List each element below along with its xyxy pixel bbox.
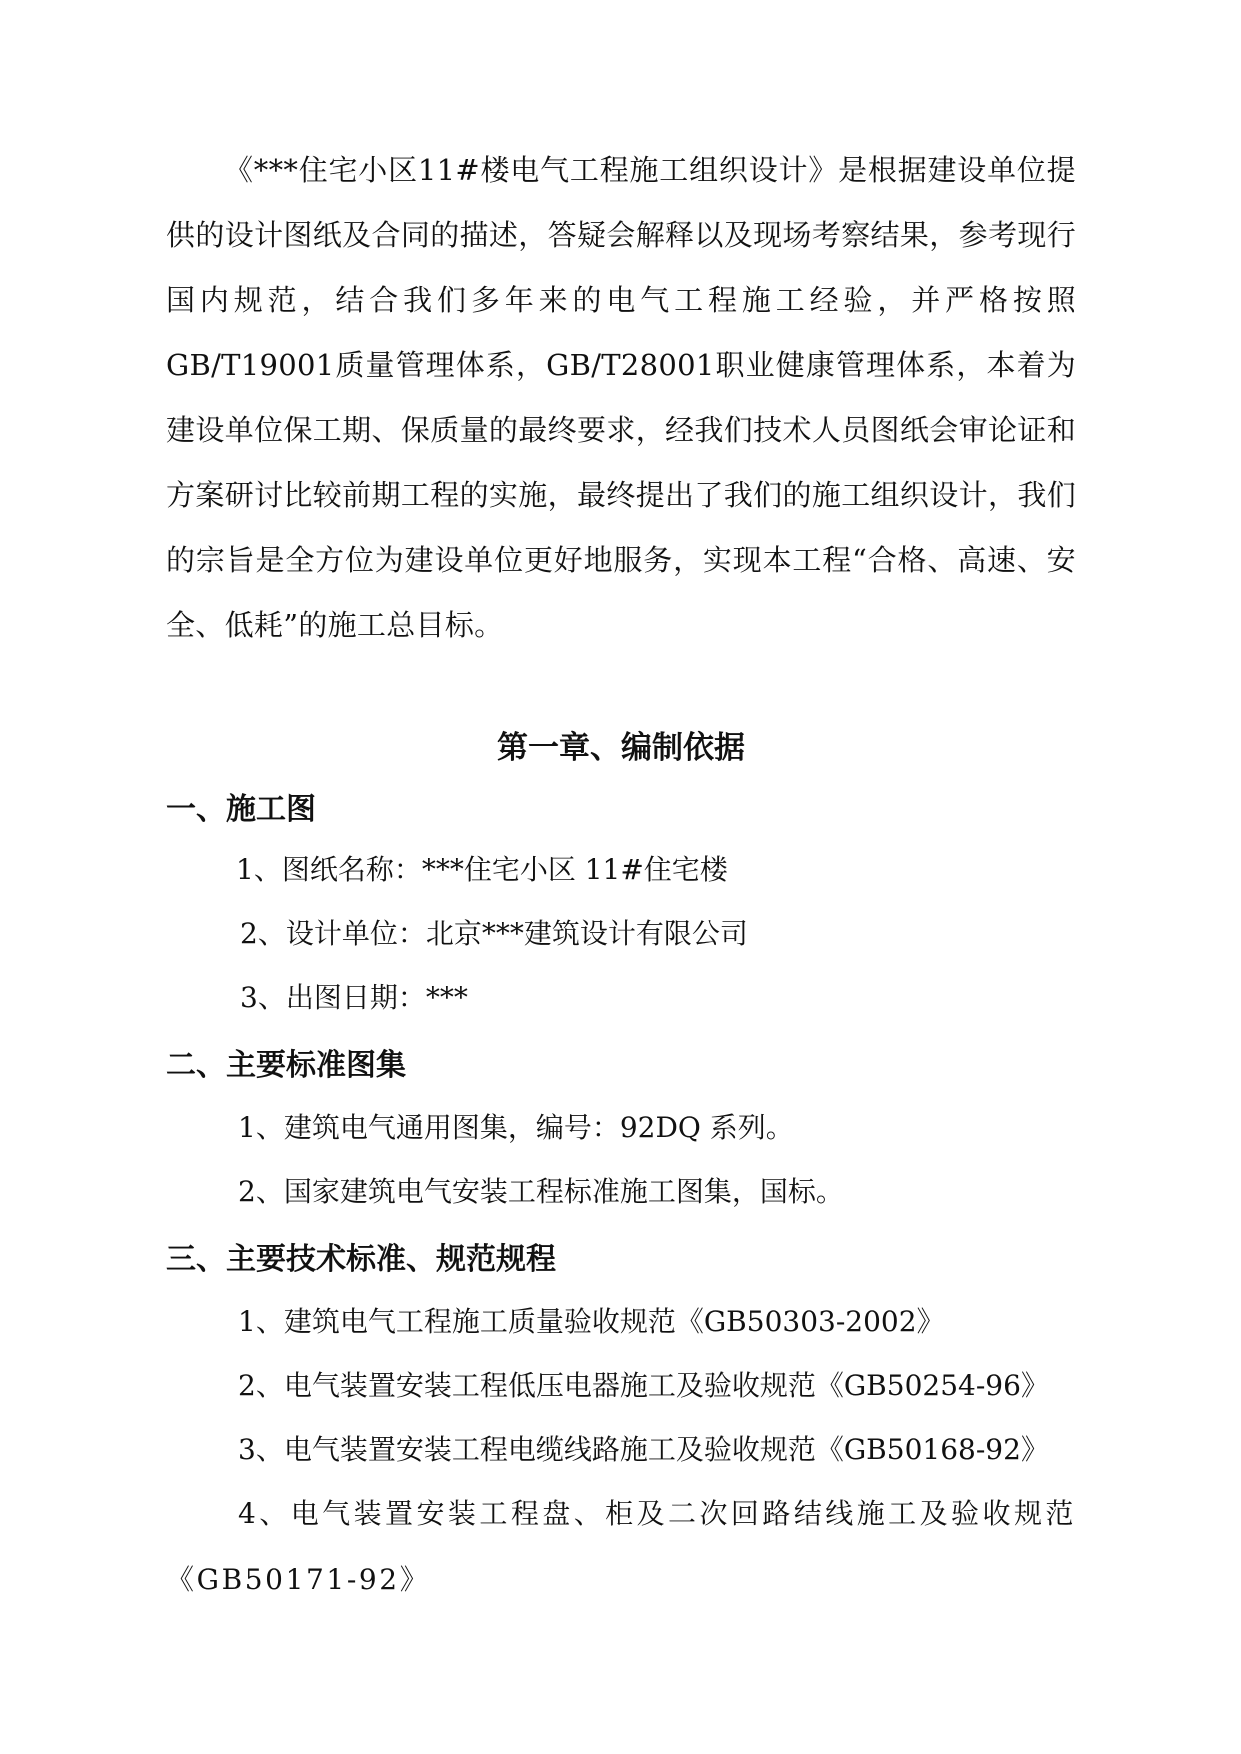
intro-paragraph: 《***住宅小区11#楼电气工程施工组织设计》是根据建设单位提供的设计图纸及合同的描述，答疑会解释以及现场考察结果，参考现行国内规范，结合我们多年来的电气工程施工经验，并严格按照GB/T19001质量管理体系，GB/T28001职业健康管理体系，本着为建设单位保工期、保质量的最终要求，经我们技术人员图纸会审论证和方案研讨比较前期工程的实施，最终提出了我们的施工组织设计，我们的宗旨是全方位为建设单位更好地服务，实现本工程“合格、高速、安全、低耗”的施工总目标。 xyxy=(166,153,1076,642)
section-title-technical-standards: 三、主要技术标准、规范规程 xyxy=(166,1242,556,1277)
section-title-standard-atlases: 二、主要标准图集 xyxy=(166,1048,406,1083)
list-item: 1、建筑电气工程施工质量验收规范《GB50303-2002》 xyxy=(238,1305,945,1338)
list-item: 3、电气装置安装工程电缆线路施工及验收规范《GB50168-92》 xyxy=(238,1433,1049,1466)
list-item: 2、电气装置安装工程低压电器施工及验收规范《GB50254-96》 xyxy=(238,1369,1049,1402)
list-item: 2、设计单位：北京***建筑设计有限公司 xyxy=(240,917,748,950)
list-item: 3、出图日期：*** xyxy=(240,981,468,1014)
chapter-title: 第一章、编制依据 xyxy=(497,730,745,766)
list-item: 1、建筑电气通用图集，编号：92DQ 系列。 xyxy=(238,1111,794,1144)
list-item: 4、电气装置安装工程盘、柜及二次回路结线施工及验收规范《GB50171-92》 xyxy=(166,1497,1076,1596)
list-item: 1、图纸名称：***住宅小区 11#住宅楼 xyxy=(236,853,728,886)
list-item: 2、国家建筑电气安装工程标准施工图集，国标。 xyxy=(238,1175,844,1208)
section-title-construction-drawings: 一、施工图 xyxy=(166,792,316,827)
